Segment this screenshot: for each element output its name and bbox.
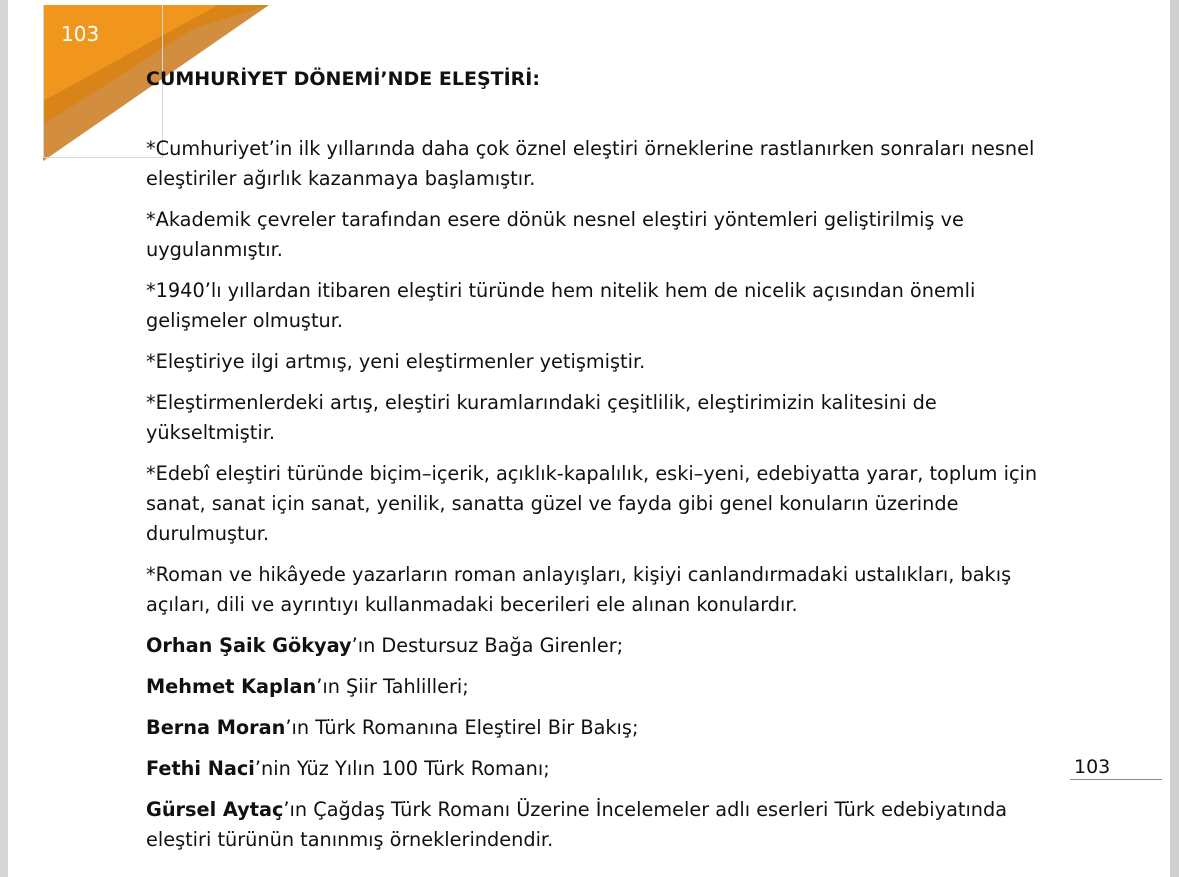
corner-page-number: 103 — [61, 22, 100, 46]
work-author: Fethi Naci — [146, 757, 255, 780]
paragraph: *Cumhuriyet’in ilk yıllarında daha çok öznel eleştiri örneklerine rastlanırken sonraları nesnel eleştiriler ağırlık kazanmaya başlamıştır. — [146, 137, 1035, 190]
work-title: ’ın Şiir Tahlilleri; — [316, 675, 469, 698]
work-item — [146, 713, 1046, 743]
paragraph: *Eleştiriye ilgi artmış, yeni eleştirmenler yetişmiştir. — [146, 350, 646, 373]
section-title: CUMHURİYET DÖNEMİ’NDE ELEŞTİRİ: — [146, 68, 540, 90]
paragraph: *1940’lı yıllardan itibaren eleştiri türünde hem nitelik hem de nicelik açısından önemli gelişmeler olmuştur. — [146, 279, 976, 332]
work-title: ’ın Türk Romanına Eleştirel Bir Bakış; — [285, 716, 639, 739]
work-item — [146, 672, 1046, 702]
work-author: Orhan Şaik Gökyay — [146, 634, 352, 657]
work-item — [146, 754, 1046, 784]
work-author: Berna Moran — [146, 716, 286, 739]
work-item — [146, 631, 1046, 661]
footer-page-number: 103 — [1070, 756, 1162, 780]
work-author: Mehmet Kaplan — [146, 675, 317, 698]
work-title: ’nin Yüz Yılın 100 Türk Romanı; — [254, 757, 550, 780]
paragraph: *Eleştirmenlerdeki artış, eleştiri kuramlarındaki çeşitlilik, eleştirimizin kalitesini de yükseltmiştir. — [146, 391, 937, 444]
work-item — [146, 795, 1046, 855]
paragraph: *Roman ve hikâyede yazarların roman anlayışları, kişiyi canlandırmadaki ustalıkları, bakış açıları, dili ve ayrıntıyı kullanmadaki becerileri ele alınan konulardır. — [146, 563, 1012, 616]
work-title: ’ın Destursuz Bağa Girenler; — [351, 634, 624, 657]
document-page — [8, 0, 1170, 877]
paragraph: *Akademik çevreler tarafından esere dönük nesnel eleştiri yöntemleri geliştirilmiş ve uygulanmıştır. — [146, 208, 964, 261]
paragraph: *Edebî eleştiri türünde biçim–içerik, açıklık-kapalılık, eski–yeni, edebiyatta yarar, toplum için sanat, sanat için sanat, yenilik, sanatta güzel ve fayda gibi genel konuların üzerinde durulmuştur. — [146, 462, 1038, 545]
work-title: ’ın Çağdaş Türk Romanı Üzerine İncelemeler adlı eserleri Türk edebiyatında eleştiri türünün tanınmış örneklerindendir. — [146, 798, 1008, 851]
work-author: Gürsel Aytaç — [146, 798, 284, 821]
page-edge — [1170, 0, 1179, 877]
body-text — [146, 134, 1046, 866]
